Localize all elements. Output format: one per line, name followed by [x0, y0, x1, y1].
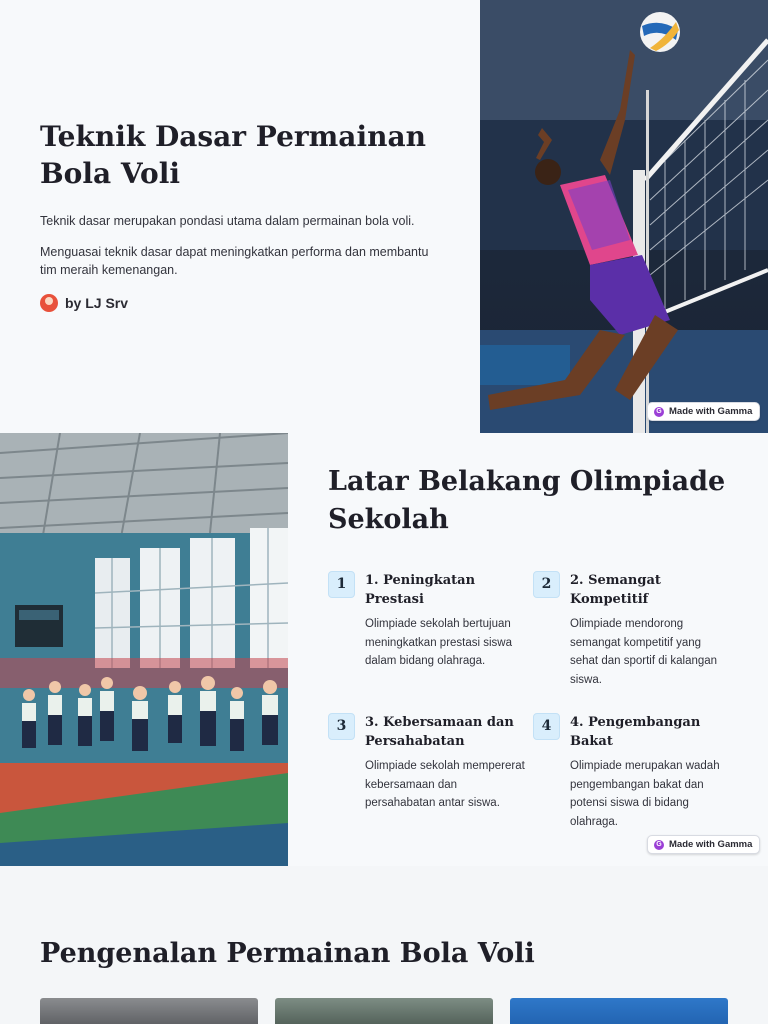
gamma-logo-icon: G — [654, 407, 664, 417]
badge-label: Made with Gamma — [669, 839, 753, 850]
thumbnail-image — [40, 998, 258, 1024]
author-credit[interactable] — [40, 294, 128, 312]
school-gym-photo — [0, 433, 288, 866]
volleyball-player-photo — [480, 0, 768, 433]
item-description: Olimpiade sekolah bertujuan meningkatkan prestasi siswa dalam bidang olahraga. — [365, 618, 513, 667]
item-title: 3. Kebersamaan dan Persahabatan — [365, 715, 514, 749]
slide-introduction — [0, 866, 768, 1024]
made-with-gamma-badge[interactable] — [647, 402, 760, 421]
item-description: Olimpiade mendorong semangat kompetitif yang sehat dan sportif di kalangan siswa. — [570, 618, 718, 686]
item-title: 2. Semangat Kompetitif — [570, 573, 661, 607]
item-description: Olimpiade merupakan wadah pengembangan bakat dan potensi siswa di bidang olahraga. — [570, 760, 720, 828]
background-section-title: Latar Belakang Olimpiade Sekolah — [328, 466, 726, 535]
author-avatar — [40, 294, 58, 312]
item-title: 4. Pengembangan Bakat — [570, 715, 701, 749]
gamma-logo-icon: G — [654, 840, 664, 850]
intro-paragraph-1: Teknik dasar merupakan pondasi utama dalam permainan bola voli. — [40, 214, 415, 228]
item-number-badge: 3 — [328, 713, 355, 740]
slide-title-heading: Teknik Dasar Permainan Bola Voli — [40, 120, 426, 190]
item-description: Olimpiade sekolah mempererat kebersamaan dan persahabatan antar siswa. — [365, 760, 525, 809]
introduction-section-title: Pengenalan Permainan Bola Voli — [40, 938, 535, 969]
item-number-badge: 4 — [533, 713, 560, 740]
made-with-gamma-badge[interactable] — [647, 835, 760, 854]
thumbnail-image — [510, 998, 728, 1024]
author-name: by LJ Srv — [65, 295, 129, 311]
item-title: 1. Peningkatan Prestasi — [365, 573, 476, 607]
badge-label: Made with Gamma — [669, 406, 753, 417]
item-number-badge: 2 — [533, 571, 560, 598]
intro-paragraph-2: Menguasai teknik dasar dapat meningkatkan performa dan membantu tim meraih kemenangan. — [40, 245, 429, 277]
thumbnail-image — [275, 998, 493, 1024]
item-number-badge: 1 — [328, 571, 355, 598]
slide-background — [0, 433, 768, 866]
slide-title — [0, 0, 768, 433]
